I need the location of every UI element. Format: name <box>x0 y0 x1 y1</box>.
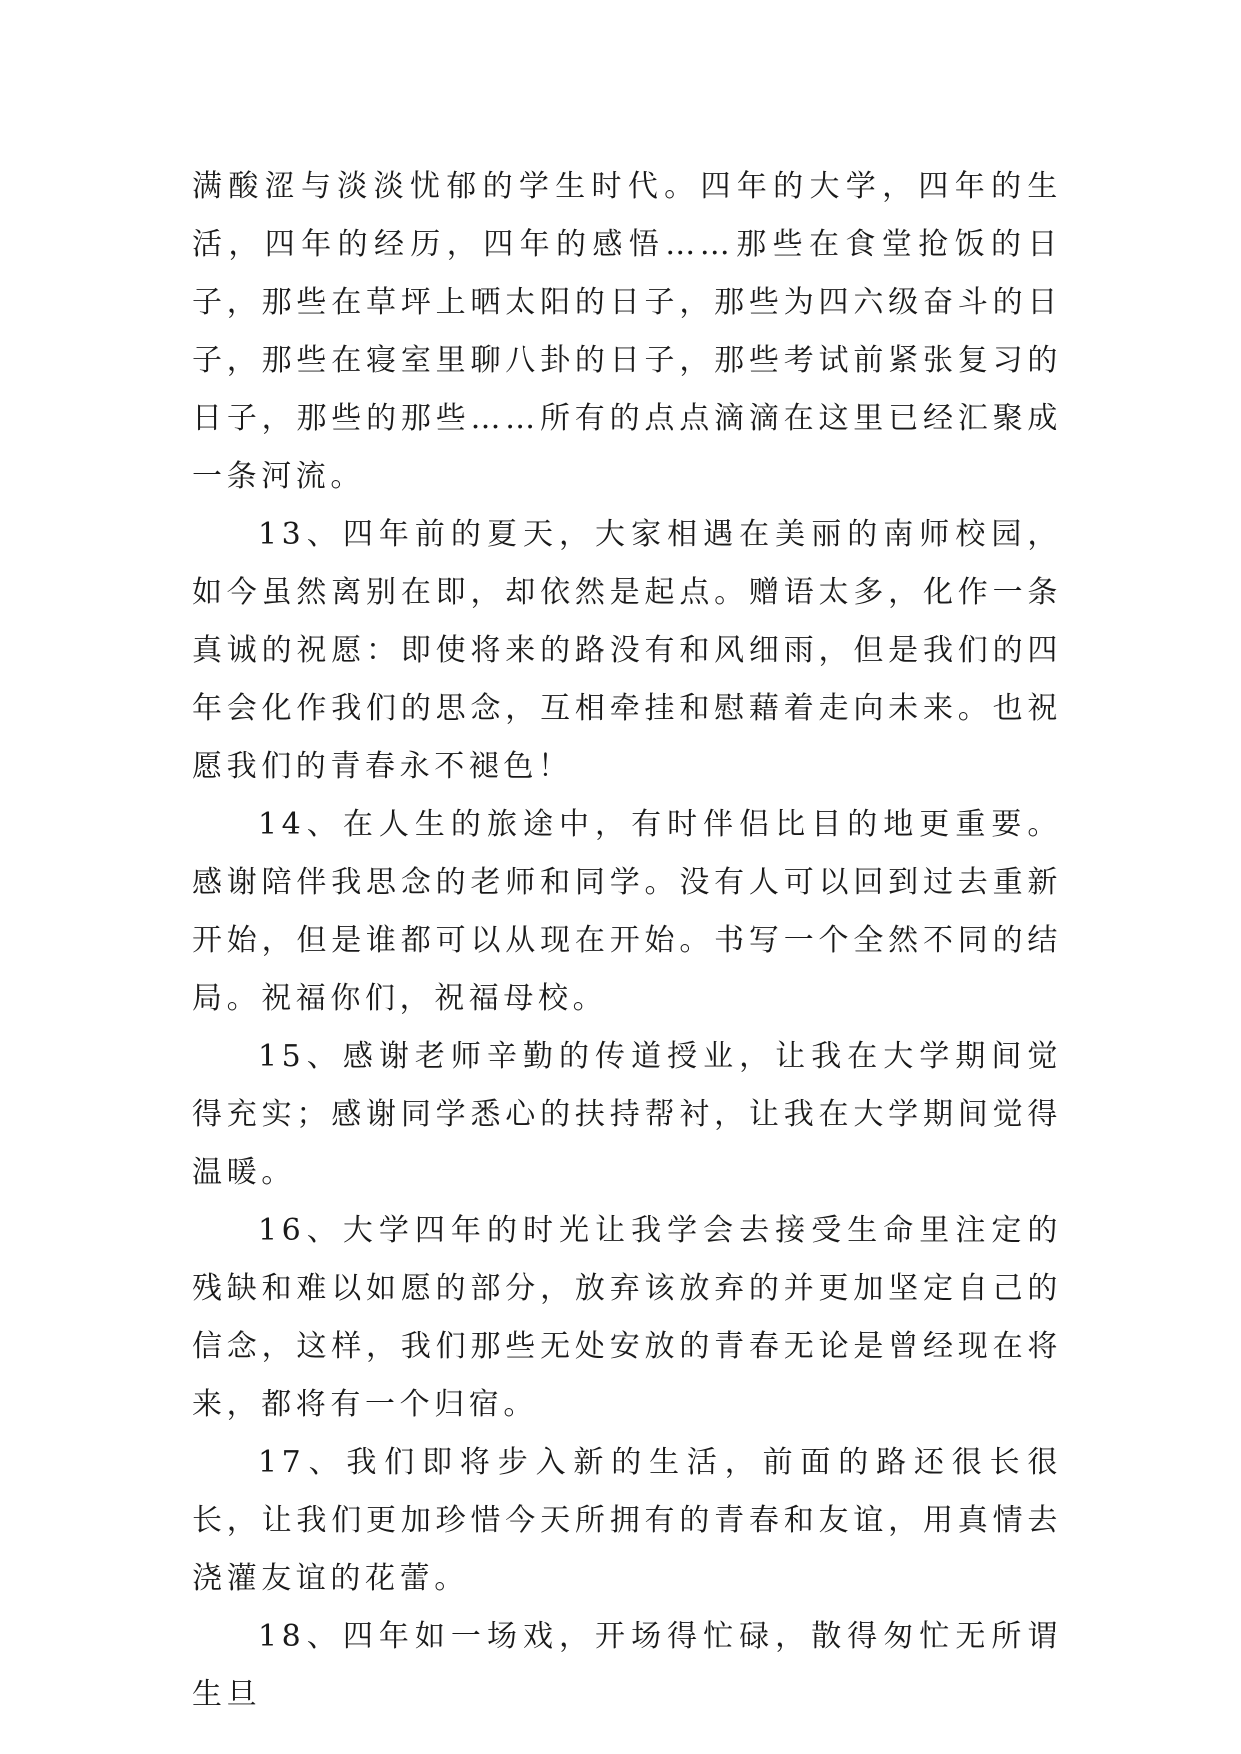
document-body <box>192 158 1062 1724</box>
paragraph-18: 18、四年如一场戏，开场得忙碌，散得匆忙无所谓生旦 <box>192 1619 1062 1712</box>
paragraph-17: 17、我们即将步入新的生活，前面的路还很长很长，让我们更加珍惜今天所拥有的青春和友谊，用真情去浇灌友谊的花蕾。 <box>192 1445 1062 1596</box>
paragraph-13: 13、四年前的夏天，大家相遇在美丽的南师校园，如今虽然离别在即，却依然是起点。赠语太多，化作一条真诚的祝愿：即使将来的路没有和风细雨，但是我们的四年会化作我们的思念，互相牵挂和慰藉着走向未来。也祝愿我们的青春永不褪色！ <box>192 517 1062 784</box>
paragraph-14: 14、在人生的旅途中，有时伴侣比目的地更重要。感谢陪伴我思念的老师和同学。没有人可以回到过去重新开始，但是谁都可以从现在开始。书写一个全然不同的结局。祝福你们，祝福母校。 <box>192 807 1062 1016</box>
paragraph-continued: 满酸涩与淡淡忧郁的学生时代。四年的大学，四年的生活，四年的经历，四年的感悟……那些在食堂抢饭的日子，那些在草坪上晒太阳的日子，那些为四六级奋斗的日子，那些在寝室里聊八卦的日子，那些考试前紧张复习的日子，那些的那些……所有的点点滴滴在这里已经汇聚成一条河流。 <box>192 169 1062 494</box>
paragraph-15: 15、感谢老师辛勤的传道授业，让我在大学期间觉得充实；感谢同学悉心的扶持帮衬，让我在大学期间觉得温暖。 <box>192 1039 1062 1190</box>
paragraph-16: 16、大学四年的时光让我学会去接受生命里注定的残缺和难以如愿的部分，放弃该放弃的并更加坚定自己的信念，这样，我们那些无处安放的青春无论是曾经现在将来，都将有一个归宿。 <box>192 1213 1062 1422</box>
